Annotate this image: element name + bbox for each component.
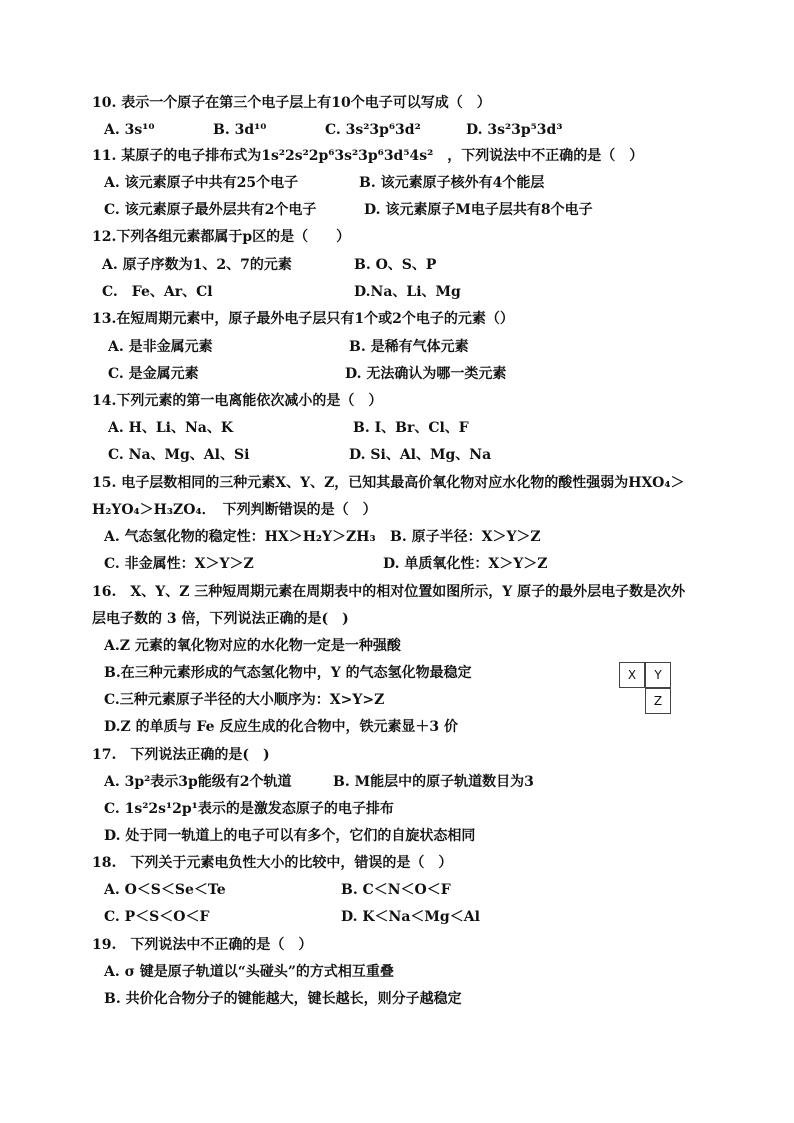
question-11-option-c: C. 该元素原子最外层共有2个电子	[104, 202, 317, 218]
question-14-stem: 14.下列元素的第一电离能依次减小的是（ ）	[92, 393, 383, 409]
question-13-stem: 13.在短周期元素中，原子最外电子层只有1个或2个电子的元素（）	[92, 311, 514, 327]
question-17-option-c: C. 1s²2s¹2p¹表示的是激发态原子的电子排布	[104, 801, 394, 817]
question-13-option-d: D. 无法确认为哪一类元素	[345, 366, 507, 382]
question-10-option-b: B. 3d¹⁰	[213, 122, 267, 138]
question-16-stem-line2: 层电子数的 3 倍，下列说法正确的是( )	[92, 611, 349, 627]
question-11-stem: 11. 某原子的电子排布式为1s²2s²2p⁶3s²3p⁶3d⁵4s² ，下列说法中不正确的是（ ）	[92, 148, 644, 164]
question-12-option-b: B. O、S、P	[354, 257, 437, 273]
question-15-stem-line1: 15. 电子层数相同的三种元素X、Y、Z，已知其最高价氧化物对应水化物的酸性强弱为HXO₄＞	[92, 475, 685, 491]
question-12-option-c: C. Fe、Ar、Cl	[102, 284, 213, 300]
element-x-cell: X	[619, 662, 645, 688]
question-18-option-b: B. C＜N＜O＜F	[341, 882, 451, 898]
question-14-option-d: D. Si、Al、Mg、Na	[349, 447, 492, 463]
question-14-option-b: B. I、Br、Cl、F	[353, 420, 469, 436]
question-15-option-b: B. 原子半径：X＞Y＞Z	[390, 529, 541, 545]
question-18-option-c: C. P＜S＜O＜F	[104, 909, 210, 925]
question-18-option-a: A. O＜S＜Se＜Te	[104, 882, 226, 898]
question-15-option-c: C. 非金属性：X＞Y＞Z	[104, 556, 254, 572]
question-15-option-d: D. 单质氧化性：X＞Y＞Z	[383, 556, 548, 572]
question-13-option-a: A. 是非金属元素	[108, 339, 213, 355]
question-16-option-a: A.Z 元素的氧化物对应的水化物一定是一种强酸	[104, 638, 401, 654]
element-y-cell: Y	[645, 662, 671, 688]
question-11-option-b: B. 该元素原子核外有4个能层	[359, 175, 545, 191]
element-z-cell: Z	[645, 688, 671, 714]
question-11-option-d: D. 该元素原子M电子层共有8个电子	[364, 202, 593, 218]
question-17-stem: 17. 下列说法正确的是( )	[92, 747, 270, 763]
question-17-option-b: B. M能层中的原子轨道数目为3	[333, 774, 534, 790]
question-18-stem: 18. 下列关于元素电负性大小的比较中，错误的是（ ）	[92, 855, 453, 871]
question-16-option-d: D.Z 的单质与 Fe 反应生成的化合物中，铁元素显＋3 价	[104, 719, 459, 735]
question-19-option-a: A. σ 键是原子轨道以“头碰头”的方式相互重叠	[104, 964, 394, 980]
question-19-stem: 19. 下列说法中不正确的是（ ）	[92, 937, 313, 953]
question-14-option-a: A. H、Li、Na、K	[108, 420, 234, 436]
question-12-option-d: D.Na、Li、Mg	[354, 284, 461, 300]
question-17-option-a: A. 3p²表示3p能级有2个轨道	[104, 774, 292, 790]
question-16-stem-line1: 16. X、Y、Z 三种短周期元素在周期表中的相对位置如图所示，Y 原子的最外层电子数是次外	[92, 584, 686, 600]
question-16-option-c: C.三种元素原子半径的大小顺序为：X>Y>Z	[104, 692, 385, 708]
question-10-stem: 10. 表示一个原子在第三个电子层上有10个电子可以写成（ ）	[92, 95, 491, 111]
question-13-option-b: B. 是稀有气体元素	[349, 339, 469, 355]
question-19-option-b: B. 共价化合物分子的键能越大，键长越长，则分子越稳定	[104, 991, 462, 1007]
question-11-option-a: A. 该元素原子中共有25个电子	[104, 175, 299, 191]
question-14-option-c: C. Na、Mg、Al、Si	[108, 447, 250, 463]
question-15-stem-line2: H₂YO₄＞H₃ZO₄． 下列判断错误的是（ ）	[92, 502, 377, 518]
question-15-option-a: A. 气态氢化物的稳定性：HX＞H₂Y＞ZH₃	[104, 529, 376, 545]
question-10-option-c: C. 3s²3p⁶3d²	[325, 122, 421, 138]
question-12-stem: 12.下列各组元素都属于p区的是（ ）	[92, 229, 351, 245]
question-12-option-a: A. 原子序数为1、2、7的元素	[102, 257, 292, 273]
question-10-option-a: A. 3s¹⁰	[104, 122, 155, 138]
question-18-option-d: D. K＜Na＜Mg＜Al	[341, 909, 480, 925]
question-17-option-d: D. 处于同一轨道上的电子可以有多个，它们的自旋状态相同	[104, 828, 476, 844]
question-16-option-b: B.在三种元素形成的气态氢化物中，Y 的气态氢化物最稳定	[104, 665, 472, 681]
question-13-option-c: C. 是金属元素	[108, 366, 199, 382]
question-10-option-d: D. 3s²3p⁵3d³	[466, 122, 563, 138]
